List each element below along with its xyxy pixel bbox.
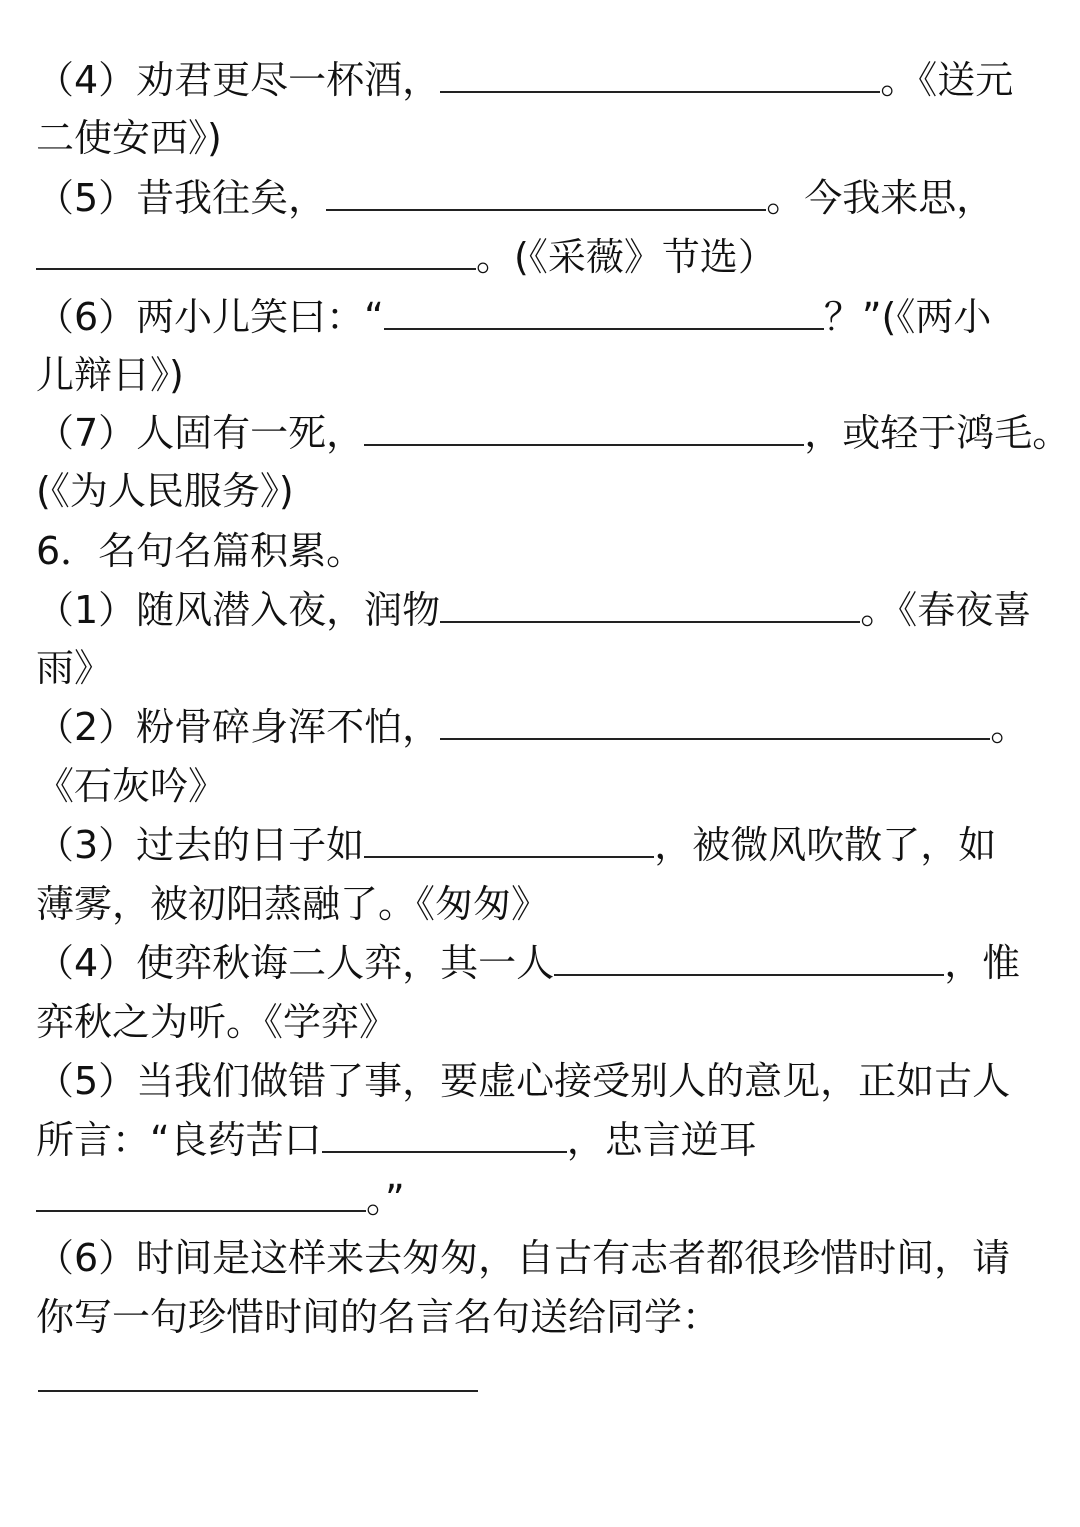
item-5-5-wrap: 。(《采薇》节选） bbox=[36, 232, 776, 282]
item-5-6-wrap: 儿辩日》) bbox=[36, 353, 184, 397]
item-6-2-wrap: 《石灰吟》 bbox=[36, 764, 227, 808]
answer-blank[interactable] bbox=[38, 1390, 478, 1392]
answer-blank[interactable] bbox=[440, 61, 880, 93]
item-5-5: （5）昔我往矣， 。今我来思， bbox=[36, 176, 995, 220]
item-5-7-wrap: (《为人民服务》) bbox=[36, 469, 294, 513]
item-6-5-wrap: 。” bbox=[36, 1174, 405, 1224]
item-6-3-wrap: 薄雾，被初阳蒸融了。《匆匆》 bbox=[36, 882, 550, 926]
item-6-5-line1: （5）当我们做错了事，要虚心接受别人的意见，正如古人 bbox=[36, 1059, 1011, 1103]
answer-blank[interactable] bbox=[364, 826, 654, 858]
answer-blank[interactable] bbox=[364, 414, 804, 446]
item-5-7: （7）人固有一死， ，或轻于鸿毛。 bbox=[36, 411, 1071, 455]
answer-blank[interactable] bbox=[36, 238, 476, 270]
item-6-6-line2: 你写一句珍惜时间的名言名句送给同学： bbox=[36, 1295, 721, 1339]
item-6-1: （1）随风潜入夜，润物 。《春夜喜 bbox=[36, 588, 1032, 632]
answer-blank[interactable] bbox=[384, 298, 824, 330]
item-5-4: （4）劝君更尽一杯酒， 。《送元 bbox=[36, 58, 1014, 102]
item-5-6: （6）两小儿笑曰：“ ？”(《两小 bbox=[36, 295, 992, 339]
item-6-4-wrap: 弈秋之为听。《学弈》 bbox=[36, 1000, 398, 1044]
answer-blank[interactable] bbox=[322, 1121, 567, 1153]
item-6-4: （4）使弈秋诲二人弈，其一人 ，惟 bbox=[36, 941, 1021, 985]
item-6-2: （2）粉骨碎身浑不怕， 。 bbox=[36, 705, 1029, 749]
answer-blank[interactable] bbox=[554, 944, 944, 976]
answer-blank[interactable] bbox=[440, 591, 860, 623]
question-6-title: 6．名句名篇积累。 bbox=[36, 529, 365, 573]
item-6-5: 所言：“良药苦口 ，忠言逆耳 bbox=[36, 1118, 757, 1162]
answer-blank[interactable] bbox=[36, 1180, 366, 1212]
answer-blank[interactable] bbox=[326, 179, 766, 211]
item-6-6-line1: （6）时间是这样来去匆匆，自古有志者都很珍惜时间，请 bbox=[36, 1236, 1011, 1280]
item-5-4-wrap: 二使安西》) bbox=[36, 116, 222, 160]
answer-blank[interactable] bbox=[440, 708, 990, 740]
item-6-3: （3）过去的日子如 ，被微风吹散了，如 bbox=[36, 823, 997, 867]
item-6-1-wrap: 雨》 bbox=[36, 646, 113, 690]
